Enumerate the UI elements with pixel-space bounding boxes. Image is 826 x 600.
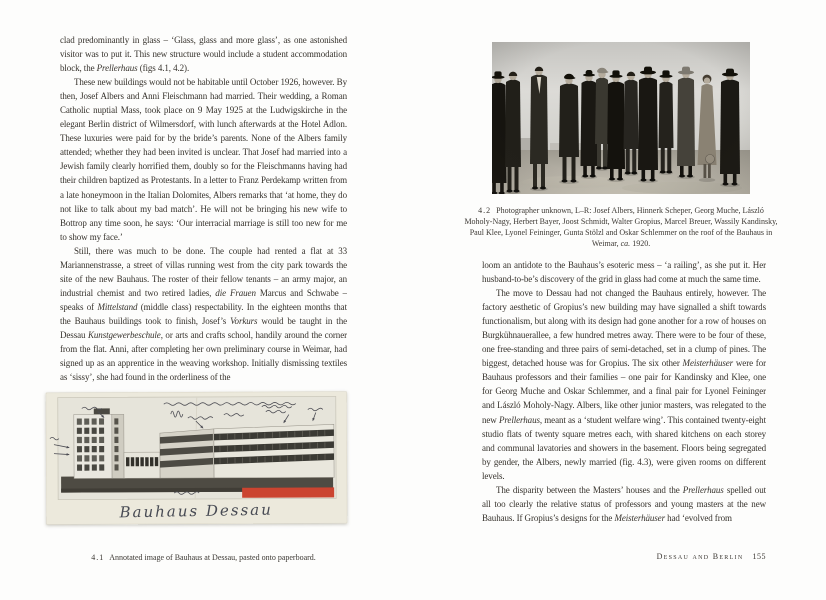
body-paragraph: loom an antidote to the Bauhaus’s esoteric mess – ‘a railing’, as she put it. Her husband-to-be’s discovery of the grid in glass had come at much the same time. xyxy=(482,260,766,285)
annotated-photo-paperboard xyxy=(46,391,348,524)
handwritten-bauhaus-dessau-label: Bauhaus Dessau xyxy=(119,500,273,522)
page-footer xyxy=(482,552,766,561)
red-accent-bar xyxy=(242,487,334,497)
body-paragraph: These new buildings would not be habitable until October 1926, however. By then, Josef Albers and Anni Fleischmann had married. Their wedding, a Roman Catholic nuptial Mass, took place on 9 May 1925 at the Ludwigskirche in the elegant Berlin district of Wilmersdorf, with lunch afterwards at the Hotel Adlon. These luxuries were paid for by the bride’s parents. None of the Albers family attended; whether they had been invited is unclear. That Josef had married into a Jewish family clearly horrified them, doubly so for the Fleischmanns having had their children baptized as Protestants. In a letter to Franz Perdekamp written from a late honeymoon in the Italian Dolomites, Albers remarks that ‘at home, they do not like to talk about my bad match’. He will not be bringing his new wife to Bottrop any time soon, he says: ‘Our interracial marriage is still too new for me to show my face.’ xyxy=(60,77,347,242)
right-text-column xyxy=(482,258,766,548)
bauhaus-masters-group-photo xyxy=(492,42,750,194)
figure-number: 4.1 xyxy=(91,553,105,562)
figure-4-1-caption xyxy=(60,552,347,563)
figure-caption-text: Annotated image of Bauhaus at Dessau, pasted onto paperboard. xyxy=(109,553,316,562)
body-paragraph: The move to Dessau had not changed the Bauhaus entirely, however. The factory aesthetic of Gropius’s new building may have signalled a shift towards functionalism, but along with its design had gone another for a row of houses on Burgkühnauerallee, a few hundred metres away. There were to be four of these, one free-standing and three pairs of semi-detached, set in a clump of pines. The biggest, detached house was for Gropius. The six other Meisterhäuser were for Bauhaus professors and their families – one pair for Kandinsky and Klee, one for Georg Muche and Oskar Schlemmer, and a final pair for Lyonel Feininger and László Moholy-Nagy. Albers, like other junior masters, was relegated to the new Prellerhaus, meant as a ‘student welfare wing’. This contained twenty-eight studio flats of twenty square metres each, with shared kitchens on each storey and communal lavatories and showers in the basement. Floors being segregated by gender, the Albers, newly married (fig. 4.3), were given rooms on different levels. xyxy=(482,288,766,481)
running-head: Dessau and Berlin xyxy=(656,552,744,561)
body-paragraph: Still, there was much to be done. The couple had rented a flat at 33 Mariannenstrasse, a street of villas running west from the city park towards the site of the new Bauhaus. The roster of their fellow tenants – an army major, an industrial chemist and two retired ladies, die Frauen Marcus and Schwabe – speaks of Mittelstand (middle class) respectability. In the eighteen months that the Bauhaus buildings took to finish, Josef’s Vorkurs would be taught in the Dessau Kunstgewerbeschule, or arts and crafts school, handily around the corner from the flat. Anni, after completing her own preliminary course in Weimar, had signed up as an apprentice in the weaving workshop. Initially dismissing textiles as ‘sissy’, she had found in the orderliness of the xyxy=(60,245,347,383)
body-paragraph: The disparity between the Masters’ houses and the Prellerhaus spelled out all too clearly the relative status of professors and young masters at the new Bauhaus. If Gropius’s designs for the Meisterhäuser had ‘evolved from xyxy=(482,484,766,523)
body-paragraph: clad predominantly in glass – ‘Glass, glass and more glass’, as one astonished visitor was to put it. This new structure would include a student accommodation block, the Prellerhaus (figs 4.1, 4.2). xyxy=(60,35,347,74)
page-number: 155 xyxy=(752,552,766,561)
figure-number: 4.2 xyxy=(478,206,492,215)
figure-4-2-caption xyxy=(464,205,778,249)
left-text-column xyxy=(60,33,347,391)
figure-4-1 xyxy=(46,392,347,524)
figure-caption-text: Photographer unknown, L–R: Josef Albers, Hinnerk Scheper, Georg Muche, László Moholy-Nagy, Herbert Bayer, Joost Schmidt, Walter Gropius, Marcel Breuer, Wassily Kandinsky, Paul Klee, Lyonel Feininger, Gunta Stölzl and Oskar Schlemmer on the roof of the Bauhaus in Weimar, ca. 1920. xyxy=(464,206,778,248)
bauhaus-dessau-annotated-image xyxy=(46,391,348,524)
figure-4-2 xyxy=(492,42,750,194)
